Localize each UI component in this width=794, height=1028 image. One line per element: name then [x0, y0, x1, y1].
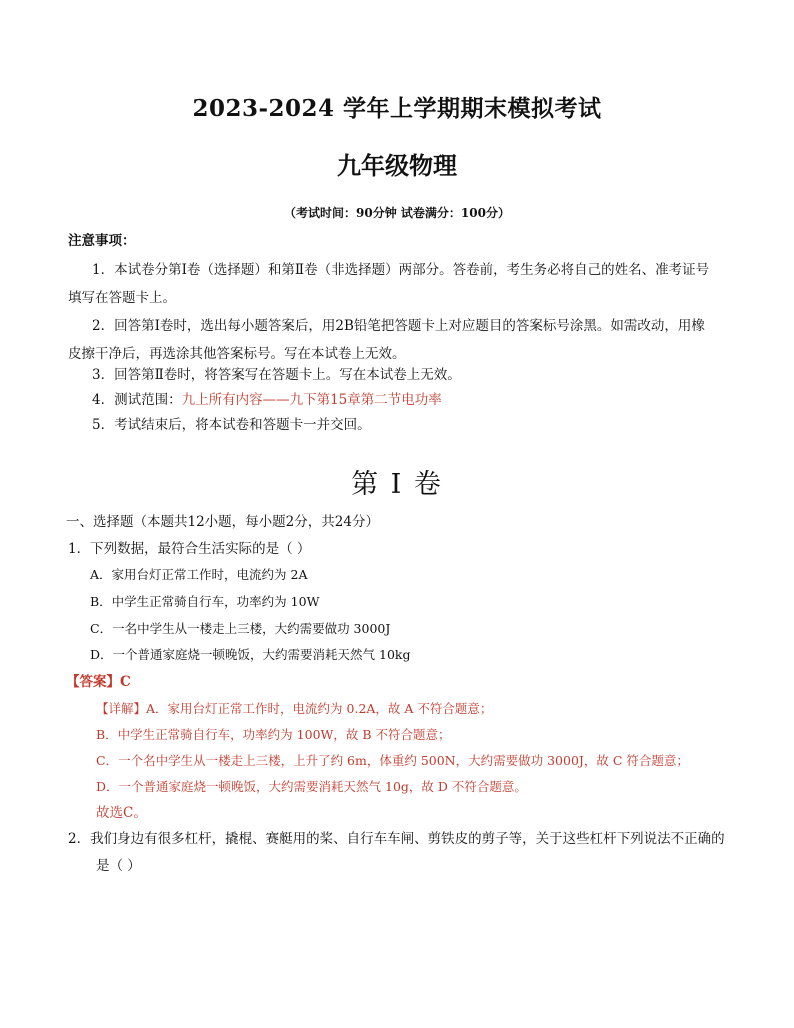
notice-item-2-line-2: 皮擦干净后，再选涂其他答案标号。写在本试卷上无效。: [68, 346, 406, 362]
detail-conclusion: 故选C。: [96, 805, 147, 821]
detail-c: C．一个名中学生从一楼走上三楼，上升了约 6m，体重约 500N，大约需要做功 3000J，故 C 符合题意；: [96, 753, 689, 768]
detail-b: B．中学生正常骑自行车，功率约为 100W，故 B 不符合题意；: [96, 727, 451, 742]
notice-item-4: [92, 391, 442, 409]
detail-d: D．一个普通家庭烧一顿晚饭，大约需要消耗天然气 10g，故 D 不符合题意。: [96, 779, 527, 794]
notice-item-1-line-1: 1．本试卷分第Ⅰ卷（选择题）和第Ⅱ卷（非选择题）两部分。答卷前，考生务必将自己的姓名、准考证号: [92, 262, 710, 278]
exam-subtitle: 九年级物理: [337, 151, 457, 180]
question-1-stem: 1．下列数据，最符合生活实际的是（ ）: [68, 541, 311, 557]
question-1-option-d: D．一个普通家庭烧一顿晚饭，大约需要消耗天然气 10kg: [90, 647, 411, 662]
exam-title: 2023-2024 学年上学期期末模拟考试: [192, 95, 602, 122]
question-1-option-b: B．中学生正常骑自行车，功率约为 10W: [90, 594, 320, 609]
answer-label: 【答案】: [66, 674, 120, 690]
question-1-option-c: C．一名中学生从一楼走上三楼，大约需要做功 3000J: [90, 621, 391, 636]
notice-heading: 注意事项：: [68, 233, 136, 249]
answer-value: C: [120, 674, 131, 690]
exam-info: （考试时间：90分钟 试卷满分：100分）: [284, 206, 510, 220]
detail-a-text: A．家用台灯正常工作时，电流约为 0.2A，故 A 不符合题意；: [146, 701, 493, 716]
detail-label: 【详解】: [96, 701, 147, 716]
notice-item-5: 5．考试结束后，将本试卷和答题卡一并交回。: [92, 417, 371, 433]
notice-item-1-line-2: 填写在答题卡上。: [68, 290, 176, 306]
detail-a: [96, 700, 492, 718]
question-1-option-a: A．家用台灯正常工作时，电流约为 2A: [90, 567, 308, 582]
question-2-stem-line-2: 是（ ）: [96, 858, 141, 874]
section-heading: 一、选择题（本题共12小题，每小题2分，共24分）: [66, 514, 379, 530]
test-range: 九上所有内容——九下第15章第二节电功率: [181, 392, 442, 408]
question-2-stem-line-1: 2．我们身边有很多杠杆，撬棍、赛艇用的桨、自行车车闸、剪铁皮的剪子等，关于这些杠杆下列说法不正确的: [68, 831, 725, 847]
notice-item-4-prefix: 4．测试范围：: [92, 392, 182, 408]
notice-item-3: 3．回答第Ⅱ卷时，将答案写在答题卡上。写在本试卷上无效。: [92, 367, 461, 383]
answer-line: [66, 673, 131, 691]
volume-title: 第 I 卷: [351, 469, 443, 500]
notice-item-2-line-1: 2．回答第Ⅰ卷时，选出每小题答案后，用2B铅笔把答题卡上对应题目的答案标号涂黑。如需改动，用橡: [92, 318, 705, 334]
